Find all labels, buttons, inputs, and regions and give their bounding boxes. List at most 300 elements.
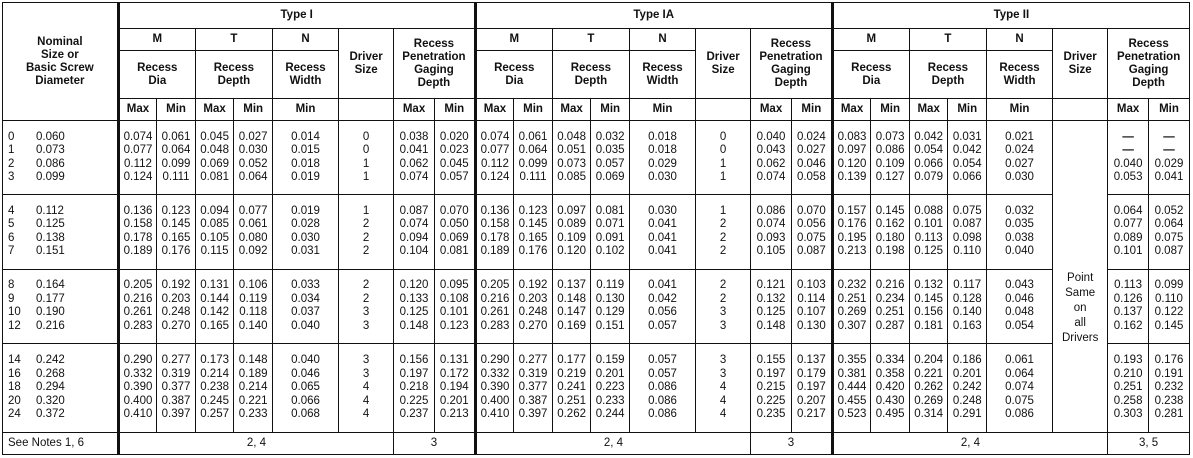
- t1-t-max-cell-value: 0.069: [200, 157, 229, 170]
- t2-p-min-cell: [1148, 121, 1189, 195]
- type-ii-notes: 2, 4: [832, 432, 1107, 454]
- min-header: Min: [434, 99, 475, 121]
- t1-m-max-cell-value: 0.189: [123, 245, 153, 258]
- nominal-size-line: [8, 232, 117, 246]
- t2-n-min-cell-value: 0.024: [1005, 144, 1034, 157]
- min-header: Min: [948, 99, 987, 121]
- t1a-drv-cell-value: 2: [719, 245, 727, 258]
- penetration-depth-header-line: Recess: [1128, 37, 1169, 50]
- t1a-drv-cell-value: 3: [719, 306, 727, 319]
- max-header: Max: [751, 99, 792, 121]
- recess-depth-header: [552, 51, 629, 99]
- size-number: 16: [8, 367, 21, 380]
- size-number: 3: [8, 171, 15, 184]
- t1a-n-min-cell-value: 0.086: [648, 394, 677, 407]
- t1-n-min-cell-value: 0.030: [291, 231, 320, 244]
- t1a-t-min-cell-value: 0.069: [595, 171, 625, 184]
- t2-n-min-cell-value: 0.074: [1005, 381, 1034, 394]
- min-header: Min: [871, 99, 910, 121]
- t1-t-max-cell-value: 0.048: [200, 144, 229, 157]
- driver-size-header: [1053, 29, 1108, 99]
- t1-drv-cell-value: 3: [362, 367, 370, 380]
- type-i-header: Type I: [118, 3, 475, 29]
- basic-diameter: 0.294: [36, 381, 65, 394]
- penetration-depth-header-line: Recess: [770, 37, 812, 50]
- t1a-p-min-cell-value: 0.058: [796, 171, 826, 184]
- t1a-drv-cell: [696, 343, 751, 432]
- t2-t-max-cell-value: 0.113: [914, 231, 943, 244]
- t1a-n-min-cell: [629, 121, 695, 195]
- t2-t-min-cell-value: 0.248: [952, 394, 982, 407]
- t1a-m-min-cell-value: 0.248: [518, 306, 548, 319]
- t2-m-max-cell: [832, 121, 871, 195]
- t1-n-min-cell: [272, 195, 338, 269]
- t2-n-min-cell-value: 0.043: [1005, 279, 1034, 292]
- recess-depth-header: [909, 51, 986, 99]
- t1a-t-max-cell-value: 0.169: [557, 319, 586, 332]
- type-ia-penetration-notes: 3: [751, 432, 833, 454]
- t1a-p-max-cell-value: 0.215: [756, 381, 786, 394]
- t1-m-max-cell-value: 0.290: [123, 354, 153, 367]
- t1-t-max-cell-value: 0.115: [200, 245, 229, 258]
- t1-p-max-cell-value: 0.074: [399, 218, 429, 231]
- t1-p-min-cell-value: 0.108: [439, 292, 469, 305]
- t1a-m-min-cell-value: 0.192: [518, 279, 548, 292]
- t1-p-min-cell: [434, 195, 475, 269]
- t1a-n-min-cell-value: 0.030: [648, 204, 677, 217]
- t1a-m-max-cell: [475, 269, 514, 343]
- t1-t-min-cell-value: 0.077: [238, 204, 268, 217]
- t2-t-max-cell-value: 0.156: [914, 306, 944, 319]
- t1a-p-max-cell-value: 0.074: [756, 218, 786, 231]
- t2-m-min-cell: [871, 195, 910, 269]
- recess-depth-header-line: Recess: [213, 61, 255, 74]
- t2-t-max-cell-value: 0.088: [914, 204, 944, 217]
- max-header: Max: [118, 99, 157, 121]
- size-number: 12: [8, 319, 21, 332]
- driver-size-header-line: Driver: [349, 50, 383, 63]
- t2-n-min-cell-value: 0.027: [1005, 157, 1034, 170]
- max-header: Max: [195, 99, 234, 121]
- t2-p-min-cell-value: 0.232: [1154, 381, 1184, 394]
- basic-diameter: 0.164: [36, 279, 65, 292]
- t2-t-max-cell-value: 0.314: [914, 408, 944, 421]
- t1a-m-max-cell-value: 0.410: [480, 408, 510, 421]
- t1a-n-min-cell-value: 0.057: [648, 354, 677, 367]
- driver-size-header-line: Size: [354, 63, 378, 76]
- t1-t-max-cell-value: 0.245: [200, 394, 229, 407]
- t2-p-min-cell-value: 0.052: [1154, 204, 1184, 217]
- t1a-p-min-cell-value: 0.075: [796, 231, 826, 244]
- t1a-p-min-cell: [791, 343, 832, 432]
- min-header: Min: [987, 99, 1053, 121]
- t1a-drv-cell-value: 4: [719, 408, 727, 421]
- t2-t-max-cell-value: 0.079: [914, 171, 944, 184]
- t1a-p-max-cell-value: 0.093: [756, 231, 786, 244]
- t1a-m-min-cell: [514, 269, 553, 343]
- t1-m-min-cell: [157, 269, 196, 343]
- t2-p-max-cell-value: —: [1122, 144, 1134, 157]
- driver-note-line: all: [1074, 317, 1086, 329]
- t2-t-max-cell: [909, 195, 948, 269]
- t1-drv-cell: [339, 269, 394, 343]
- t1-m-min-cell-value: 0.277: [161, 354, 191, 367]
- t1a-p-min-cell: [791, 121, 832, 195]
- t1a-t-min-cell: [591, 343, 630, 432]
- t1a-drv-cell: [696, 121, 751, 195]
- t1-m-min-cell-value: 0.099: [161, 157, 191, 170]
- t2-t-min-cell-value: 0.128: [952, 292, 982, 305]
- t1a-t-min-cell-value: 0.081: [595, 204, 625, 217]
- t2-p-max-cell: [1108, 343, 1149, 432]
- t1-drv-cell-value: 3: [362, 354, 370, 367]
- t1a-drv-cell: [696, 269, 751, 343]
- t1-m-min-cell: [157, 121, 196, 195]
- t1a-p-max-cell-value: 0.125: [756, 306, 786, 319]
- t1-t-min-cell: [234, 121, 273, 195]
- t1-t-min-cell-value: 0.027: [238, 130, 268, 143]
- t1a-drv-cell-value: 4: [719, 381, 727, 394]
- nominal-size-cell: [3, 343, 119, 432]
- t1a-m-min-cell-value: 0.270: [518, 319, 548, 332]
- t2-m-max-cell-value: 0.157: [837, 204, 867, 217]
- t1-t-max-cell-value: 0.173: [200, 354, 229, 367]
- penetration-depth-header-line: Depth: [774, 76, 808, 89]
- t1a-drv-cell-value: 1: [719, 171, 727, 184]
- nominal-header-line: Nominal: [37, 35, 83, 48]
- t1a-m-max-cell-value: 0.189: [480, 245, 510, 258]
- type-i-notes: 2, 4: [118, 432, 393, 454]
- t1-m-min-cell-value: 0.064: [161, 144, 191, 157]
- n-header: N: [272, 29, 338, 51]
- t1a-n-min-cell-value: 0.057: [648, 367, 677, 380]
- t1a-m-max-cell: [475, 195, 514, 269]
- t1-m-max-cell-value: 0.261: [123, 306, 153, 319]
- max-header: Max: [552, 99, 591, 121]
- t2-m-max-cell-value: 0.232: [837, 279, 867, 292]
- basic-diameter: 0.060: [36, 130, 65, 143]
- t1a-n-min-cell-value: 0.029: [648, 157, 677, 170]
- t1a-m-min-cell-value: 0.123: [518, 204, 548, 217]
- recess-dia-header-line: Dia: [505, 74, 524, 87]
- t1a-p-min-cell-value: 0.207: [796, 394, 826, 407]
- t1a-p-max-cell-value: 0.062: [756, 157, 786, 170]
- t2-p-max-cell-value: 0.040: [1113, 157, 1143, 170]
- t1a-n-min-cell-value: 0.041: [648, 218, 677, 231]
- t1a-n-min-cell-value: 0.056: [648, 306, 677, 319]
- t1a-t-min-cell: [591, 121, 630, 195]
- nominal-size-line: [8, 395, 117, 409]
- t1a-p-max-cell-value: 0.105: [756, 245, 786, 258]
- t1a-t-min-cell-value: 0.223: [595, 381, 625, 394]
- t1-n-min-cell-value: 0.018: [291, 157, 320, 170]
- nominal-size-cell: [3, 269, 119, 343]
- t1a-m-min-cell: [514, 195, 553, 269]
- t1-t-min-cell: [234, 269, 273, 343]
- t1-n-min-cell-value: 0.019: [291, 171, 320, 184]
- t2-n-min-cell-value: 0.061: [1005, 354, 1034, 367]
- t1a-t-min-cell-value: 0.159: [595, 354, 625, 367]
- t1-m-min-cell: [157, 343, 196, 432]
- penetration-depth-header-line: Gaging: [1128, 63, 1169, 76]
- t1a-t-max-cell-value: 0.109: [557, 231, 586, 244]
- t2-m-max-cell-value: 0.097: [837, 144, 867, 157]
- t2-p-min-cell: [1148, 269, 1189, 343]
- t1-p-max-cell-value: 0.133: [399, 292, 429, 305]
- t2-t-min-cell-value: 0.031: [952, 130, 982, 143]
- t1a-p-min-cell-value: 0.056: [796, 218, 826, 231]
- t1-drv-cell-value: 1: [362, 204, 370, 217]
- size-number: 7: [8, 245, 15, 258]
- t1-drv-cell-value: 0: [362, 144, 370, 157]
- t1a-p-min-cell: [791, 269, 832, 343]
- t2-p-max-cell-value: 0.137: [1113, 306, 1143, 319]
- t1-drv-cell-value: 2: [362, 279, 370, 292]
- t2-t-max-cell-value: 0.042: [914, 130, 944, 143]
- nominal-size-cell: [3, 195, 119, 269]
- nominal-size-line: [8, 144, 117, 158]
- recess-width-header: [272, 51, 338, 99]
- t1a-p-max-cell: [751, 343, 792, 432]
- t1a-n-min-cell-value: 0.086: [648, 408, 677, 421]
- t2-t-min-cell-value: 0.201: [952, 367, 982, 380]
- t1a-t-max-cell-value: 0.251: [557, 394, 586, 407]
- t1-m-max-cell-value: 0.136: [123, 204, 153, 217]
- t1-t-min-cell-value: 0.221: [238, 394, 268, 407]
- t1a-t-min-cell-value: 0.151: [595, 319, 625, 332]
- t1a-p-max-cell-value: 0.043: [756, 144, 786, 157]
- t1a-m-max-cell-value: 0.074: [480, 130, 510, 143]
- t1a-t-max-cell-value: 0.051: [557, 144, 586, 157]
- t1-t-max-cell: [195, 121, 234, 195]
- t1-t-min-cell-value: 0.080: [238, 231, 268, 244]
- driver-note-line: Same: [1065, 287, 1096, 299]
- nominal-size-line: [8, 158, 117, 172]
- nominal-size-line: [8, 354, 117, 368]
- t2-p-max-cell-value: 0.113: [1114, 279, 1143, 292]
- t1a-n-min-cell: [629, 195, 695, 269]
- t1a-m-min-cell-value: 0.061: [518, 130, 548, 143]
- t2-n-min-cell-value: 0.032: [1005, 204, 1034, 217]
- t1-m-max-cell: [118, 195, 157, 269]
- t1a-m-max-cell-value: 0.136: [480, 204, 510, 217]
- t2-m-min-cell-value: 0.162: [875, 218, 905, 231]
- t1-p-max-cell-value: 0.237: [399, 408, 429, 421]
- nominal-size-header: [3, 3, 119, 121]
- min-header: Min: [157, 99, 196, 121]
- t1a-t-max-cell-value: 0.219: [557, 367, 586, 380]
- t2-m-max-cell-value: 0.523: [837, 408, 867, 421]
- t1a-p-min-cell-value: 0.046: [796, 157, 826, 170]
- driver-size-header: [339, 29, 394, 99]
- t1a-m-min-cell-value: 0.099: [518, 157, 548, 170]
- nominal-size-line: [8, 381, 117, 395]
- t1-drv-cell-value: 2: [362, 218, 370, 231]
- t1-m-min-cell-value: 0.111: [162, 171, 190, 184]
- nominal-size-line: [8, 131, 117, 145]
- t2-m-max-cell-value: 0.269: [837, 306, 867, 319]
- t1a-p-max-cell-value: 0.086: [756, 204, 786, 217]
- t2-n-min-cell-value: 0.038: [1005, 231, 1034, 244]
- t1-t-max-cell-value: 0.214: [200, 367, 229, 380]
- t1-t-min-cell: [234, 343, 273, 432]
- t2-m-max-cell-value: 0.139: [837, 171, 867, 184]
- recess-depth-header-line: Depth: [217, 74, 251, 87]
- t1-m-max-cell-value: 0.074: [123, 130, 153, 143]
- t2-t-min-cell-value: 0.291: [952, 408, 982, 421]
- t1-drv-cell-value: 2: [362, 231, 370, 244]
- t1a-n-min-cell-value: 0.018: [648, 130, 677, 143]
- t2-p-max-cell-value: 0.210: [1113, 367, 1143, 380]
- t1a-drv-cell: [696, 195, 751, 269]
- t1a-t-min-cell-value: 0.119: [596, 279, 625, 292]
- t1-t-min-cell-value: 0.064: [238, 171, 268, 184]
- t1a-drv-cell-value: 2: [719, 279, 727, 292]
- t1a-n-min-cell-value: 0.041: [648, 231, 677, 244]
- t1-t-min-cell: [234, 195, 273, 269]
- t1a-t-max-cell-value: 0.097: [557, 204, 586, 217]
- t2-m-min-cell-value: 0.287: [875, 319, 905, 332]
- t2-t-min-cell-value: 0.163: [952, 319, 982, 332]
- t1a-p-min-cell-value: 0.217: [796, 408, 826, 421]
- penetration-depth-header-line: Penetration: [402, 50, 466, 63]
- t1-n-min-cell: [272, 269, 338, 343]
- t1a-m-min-cell-value: 0.377: [518, 381, 548, 394]
- t1-t-min-cell-value: 0.030: [238, 144, 268, 157]
- size-number: 8: [8, 279, 15, 292]
- penetration-depth-header-line: Penetration: [759, 50, 823, 63]
- t1-p-max-cell: [394, 343, 435, 432]
- t2-p-min-cell-value: —: [1163, 144, 1175, 157]
- nominal-size-cell: [3, 121, 119, 195]
- driver-size-header: [696, 29, 751, 99]
- t1-n-min-cell-value: 0.068: [291, 408, 320, 421]
- t1-drv-cell-value: 3: [362, 306, 370, 319]
- type-ii-driver-note: [1053, 121, 1108, 433]
- t1-t-max-cell: [195, 195, 234, 269]
- t2-n-min-cell-value: 0.040: [1005, 245, 1034, 258]
- basic-diameter: 0.138: [36, 231, 65, 244]
- nominal-header-line: Diameter: [35, 74, 85, 87]
- nominal-size-line: [8, 293, 117, 307]
- t1a-t-max-cell: [552, 121, 591, 195]
- t1-p-max-cell-value: 0.125: [399, 306, 429, 319]
- t2-m-min-cell-value: 0.216: [875, 279, 905, 292]
- t1-m-max-cell-value: 0.216: [123, 292, 153, 305]
- t2-t-max-cell-value: 0.066: [914, 157, 944, 170]
- t1a-m-min-cell-value: 0.319: [518, 367, 548, 380]
- t2-m-min-cell: [871, 269, 910, 343]
- t1a-m-min-cell-value: 0.064: [518, 144, 548, 157]
- t2-t-max-cell: [909, 269, 948, 343]
- t2-t-max-cell: [909, 121, 948, 195]
- t2-m-min-cell-value: 0.145: [875, 204, 905, 217]
- t2-p-min-cell-value: 0.176: [1154, 354, 1184, 367]
- t1-m-min-cell-value: 0.061: [161, 130, 191, 143]
- t2-p-max-cell-value: —: [1122, 130, 1134, 143]
- t2-m-min-cell-value: 0.073: [875, 130, 905, 143]
- t1a-n-min-cell-value: 0.042: [648, 292, 677, 305]
- t1a-t-max-cell-value: 0.262: [557, 408, 586, 421]
- t2-m-max-cell-value: 0.195: [837, 231, 867, 244]
- t1a-t-min-cell-value: 0.233: [595, 394, 625, 407]
- n-header: N: [629, 29, 695, 51]
- t1-t-min-cell-value: 0.106: [238, 279, 268, 292]
- t1a-m-max-cell-value: 0.205: [480, 279, 510, 292]
- t1a-p-max-cell: [751, 121, 792, 195]
- min-header: Min: [591, 99, 630, 121]
- t1-p-max-cell-value: 0.148: [399, 319, 429, 332]
- recess-depth-header-line: Recess: [927, 61, 969, 74]
- t1-p-max-cell-value: 0.038: [399, 130, 429, 143]
- t1a-m-max-cell-value: 0.332: [480, 367, 510, 380]
- t2-m-max-cell-value: 0.251: [837, 292, 867, 305]
- driver-note-line: Drivers: [1061, 332, 1099, 344]
- basic-diameter: 0.268: [36, 367, 65, 380]
- t2-p-max-cell-value: 0.251: [1113, 381, 1143, 394]
- t1-t-max-cell-value: 0.085: [200, 218, 229, 231]
- nominal-size-line: [8, 368, 117, 382]
- nominal-size-line: [8, 279, 117, 293]
- t1-drv-cell-value: 4: [362, 408, 370, 421]
- t1-m-min-cell-value: 0.123: [161, 204, 191, 217]
- t1a-drv-cell-value: 2: [719, 292, 727, 305]
- basic-diameter: 0.320: [36, 394, 65, 407]
- recess-dimensions-table: [2, 2, 1190, 455]
- driver-size-header-line: Driver: [706, 50, 740, 63]
- size-number: 20: [8, 394, 21, 407]
- t1-n-min-cell-value: 0.065: [291, 381, 320, 394]
- t1-n-min-cell-value: 0.066: [291, 394, 320, 407]
- t1-m-min-cell-value: 0.397: [161, 408, 191, 421]
- t1a-t-max-cell-value: 0.147: [557, 306, 586, 319]
- t1-t-min-cell-value: 0.214: [238, 381, 268, 394]
- max-header: Max: [475, 99, 514, 121]
- t1a-m-max-cell-value: 0.283: [480, 319, 510, 332]
- t1a-m-min-cell: [514, 343, 553, 432]
- t1-n-min-cell-value: 0.014: [291, 130, 320, 143]
- t1a-m-max-cell-value: 0.290: [480, 354, 510, 367]
- t1a-n-min-cell: [629, 343, 695, 432]
- t1a-m-max-cell-value: 0.216: [480, 292, 510, 305]
- t2-n-min-cell: [987, 343, 1053, 432]
- t1-n-min-cell-value: 0.034: [291, 292, 320, 305]
- driver-size-subheader-blank: [696, 99, 751, 121]
- t1a-p-max-cell-value: 0.121: [756, 279, 786, 292]
- t1a-t-min-cell-value: 0.071: [595, 218, 625, 231]
- size-number: 10: [8, 306, 21, 319]
- t1a-m-max-cell-value: 0.112: [481, 157, 509, 170]
- t1-t-max-cell-value: 0.131: [200, 279, 229, 292]
- recess-dia-header-line: Recess: [137, 61, 178, 74]
- t1a-p-min-cell-value: 0.130: [796, 319, 826, 332]
- t1a-t-min-cell-value: 0.057: [595, 157, 625, 170]
- recess-depth-header-line: Depth: [931, 74, 965, 87]
- t1a-p-min-cell-value: 0.197: [796, 381, 826, 394]
- nominal-size-line: [8, 245, 117, 259]
- t2-t-max-cell-value: 0.204: [914, 354, 944, 367]
- t2-m-max-cell-value: 0.455: [837, 394, 867, 407]
- t1a-m-max-cell: [475, 343, 514, 432]
- t1-t-max-cell-value: 0.105: [200, 231, 229, 244]
- t1-m-max-cell-value: 0.112: [124, 157, 152, 170]
- penetration-depth-header-line: Gaging: [414, 63, 454, 76]
- recess-dia-header: [118, 51, 195, 99]
- t1-drv-cell-value: 4: [362, 394, 370, 407]
- t1a-p-min-cell-value: 0.087: [796, 245, 826, 258]
- t1a-m-max-cell: [475, 121, 514, 195]
- t2-m-min-cell-value: 0.358: [875, 367, 905, 380]
